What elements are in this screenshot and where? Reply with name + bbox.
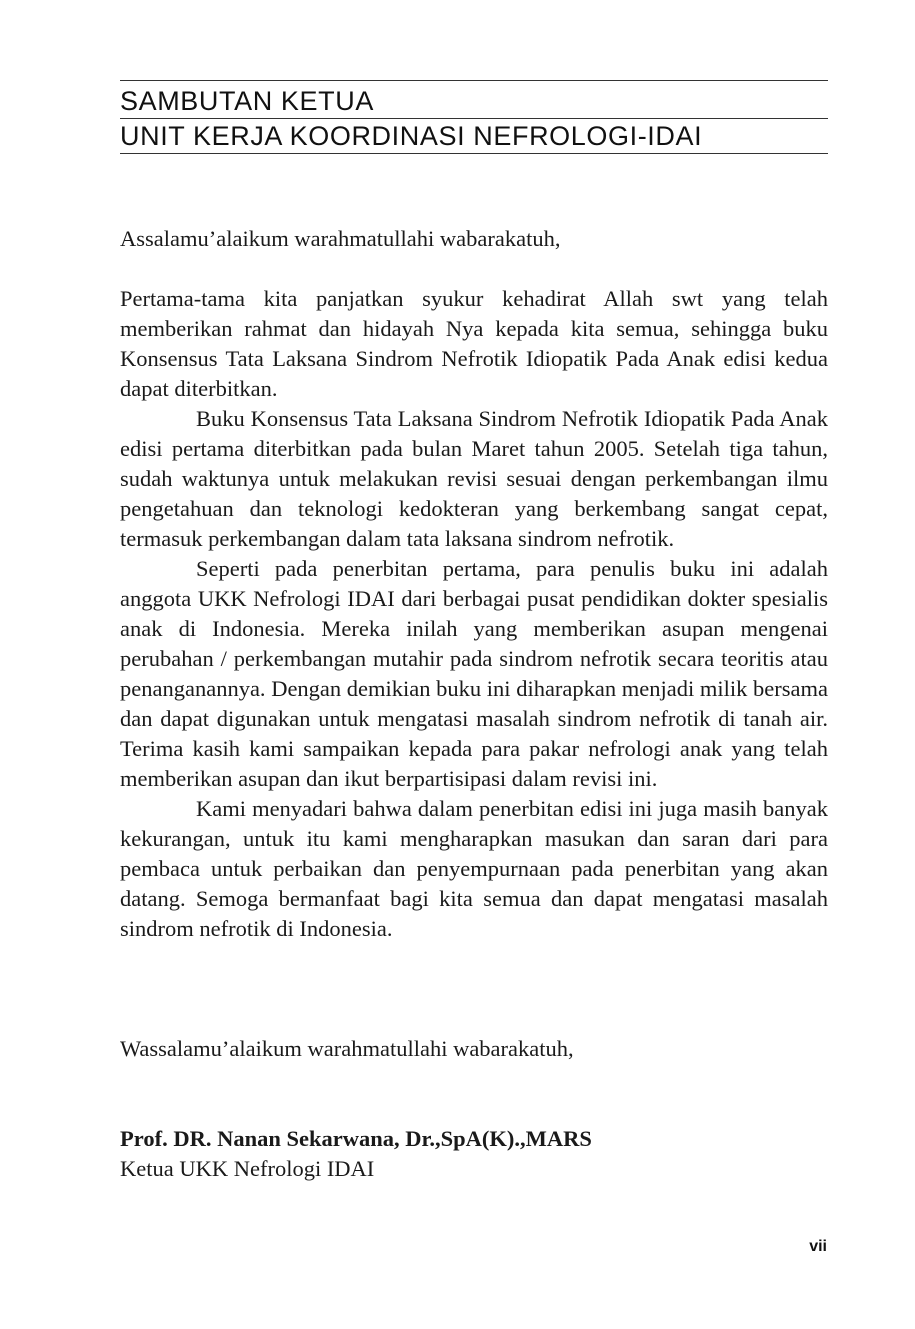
section-title-line-2: UNIT KERJA KOORDINASI NEFROLOGI-IDAI <box>120 121 703 151</box>
greeting-text: Assalamu’alaikum warahmatullahi wabarakatuh, <box>120 226 561 251</box>
title-top-rule <box>120 80 828 81</box>
signature-name: Prof. DR. Nanan Sekarwana, Dr.,SpA(K).,MARS <box>120 1126 592 1151</box>
page-number: vii <box>809 1238 827 1255</box>
section-title-block <box>120 80 828 154</box>
section-title-line-1: SAMBUTAN KETUA <box>120 86 374 116</box>
paragraph-4: Kami menyadari bahwa dalam penerbitan edisi ini juga masih banyak kekurangan, untuk itu kami mengharapkan masukan dan saran dari para pembaca untuk perbaikan dan penyempurnaan pada penerbitan yang akan datang. Semoga bermanfaat bagi kita semua dan dapat mengatasi masalah sindrom nefrotik di Indonesia. <box>120 796 828 941</box>
title-bottom-rule <box>120 153 828 154</box>
closing-text: Wassalamu’alaikum warahmatullahi wabarakatuh, <box>120 1036 574 1061</box>
paragraph-3: Seperti pada penerbitan pertama, para penulis buku ini adalah anggota UKK Nefrologi IDAI dari berbagai pusat pendidikan dokter spesialis anak di Indonesia. Mereka inilah yang memberikan asupan mengenai perubahan / perkembangan mutahir pada sindrom nefrotik secara teoritis atau penanganannya. Dengan demikian buku ini diharapkan menjadi milik bersama dan dapat digunakan untuk mengatasi masalah sindrom nefrotik di tanah air. Terima kasih kami sampaikan kepada para pakar nefrologi anak yang telah memberikan asupan dan ikut berpartisipasi dalam revisi ini. <box>120 556 828 791</box>
paragraph-2: Buku Konsensus Tata Laksana Sindrom Nefrotik Idiopatik Pada Anak edisi pertama diterbitkan pada bulan Maret tahun 2005. Setelah tiga tahun, sudah waktunya untuk melakukan revisi sesuai dengan perkembangan ilmu pengetahuan dan teknologi kedokteran yang berkembang sangat cepat, termasuk perkembangan dalam tata laksana sindrom nefrotik. <box>120 406 828 551</box>
paragraph-1: Pertama-tama kita panjatkan syukur kehadirat Allah swt yang telah memberikan rahmat dan hidayah Nya kepada kita semua, sehingga buku Konsensus Tata Laksana Sindrom Nefrotik Idiopatik Pada Anak edisi kedua dapat diterbitkan. <box>120 286 828 401</box>
signature-role: Ketua UKK Nefrologi IDAI <box>120 1156 375 1181</box>
body-paragraphs <box>120 284 828 944</box>
